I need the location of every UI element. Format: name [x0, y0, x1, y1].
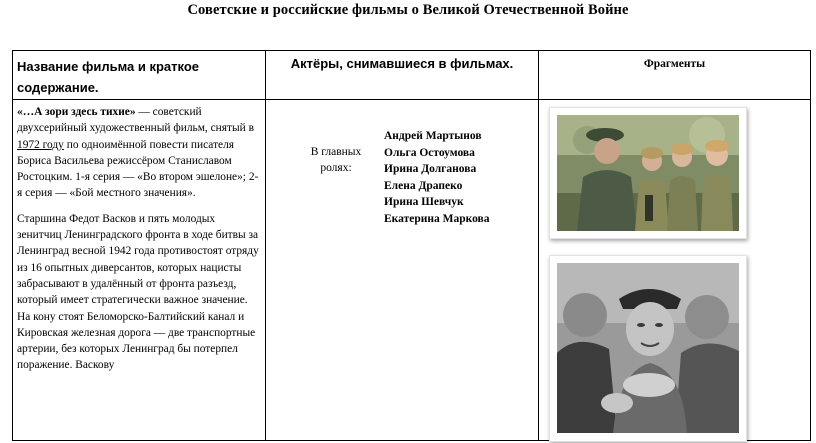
photo-still-embrace: [549, 255, 747, 442]
page-title: Советские и российские фильмы о Великой Отечественной Войне: [187, 2, 629, 18]
film-year-link[interactable]: 1972 году: [17, 138, 64, 151]
photo-still-group-image: [557, 115, 739, 231]
header-cell-actors: [266, 51, 539, 100]
roles-label: В главных ролях:: [310, 146, 362, 174]
actor-name: Ирина Долганова: [384, 163, 477, 175]
fragments-cell: [539, 100, 811, 441]
table-header-row: [13, 51, 811, 100]
photo-still-group: [549, 107, 747, 239]
film-title: «…А зори здесь тихие»: [17, 106, 136, 118]
film-intro: [17, 104, 261, 202]
actor-name: Екатерина Маркова: [384, 212, 490, 225]
photo-still-embrace-image: [557, 263, 739, 433]
actor-name: Ольга Остоумова: [384, 146, 475, 159]
actors-cell: [266, 100, 539, 441]
header-actors-text: Актёры, снимавшиеся в фильмах.: [290, 56, 514, 71]
actor-name: Елена Драпеко: [384, 179, 463, 192]
header-fragments-text: Фрагменты: [643, 58, 706, 70]
film-description-cell: [13, 100, 266, 441]
film-desc-part-b: по одноимённой повести: [63, 138, 189, 151]
header-cell-title: [13, 51, 266, 100]
film-desc-part-c: писателя Бориса Васильева режиссёром Станиславом Ростоцким. 1-я серия — «Во втором эшелоне»; 2-я серия — «Бой местного значения».: [17, 138, 259, 200]
film-plot: Старшина Федот Васков и пять молодых зенитчиц Ленинградского фронта в ходе битвы за Ленинград весной 1942 года противостоят отряду из 16 опытных диверсантов, которых нацисты забрасывают в удалённый от фронта разъезд, который имеет стратегически важное значение. На кону стоят Беломорско-Балтийский канал и Кировская железная дорога — две транспортные артерии, без которых Ленинград бы потерпел поражение. Васкову: [17, 212, 259, 372]
header-title-text: Название фильма и краткое содержание.: [17, 59, 200, 95]
actors-list: [384, 128, 490, 227]
actor-name: Андрей Мартынов: [384, 130, 482, 142]
table-row: [13, 100, 811, 441]
header-cell-fragments: [539, 51, 811, 100]
actor-name: Ирина Шевчук: [384, 196, 464, 208]
film-desc-part-a: — советский двухсерийный художественный фильм, снятый в: [17, 106, 254, 135]
films-table: [12, 50, 811, 441]
